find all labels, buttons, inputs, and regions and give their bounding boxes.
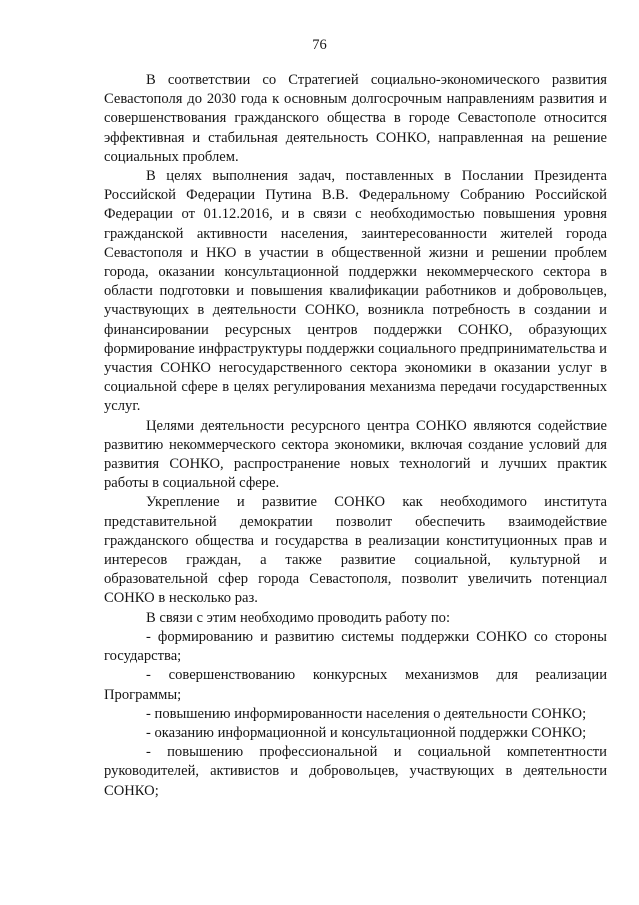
- paragraph-strengthening: Укрепление и развитие СОНКО как необходимого института представительной демократии позволит обеспечить взаимодействие гражданского общества и государства в реализации конституционных прав и интересов граждан, а также развитие социальной, культурной и образовательной сфер города Севастополя, позволит увеличить потенциал СОНКО в несколько раз.: [104, 494, 607, 607]
- list-item: - повышению профессиональной и социальной компетентности руководителей, активистов и добровольцев, участвующих в деятельности СОНКО;: [104, 744, 607, 799]
- paragraph-resource-center: Целями деятельности ресурсного центра СОНКО являются содействие развитию некоммерческого сектора экономики, включая создание условий для развития СОНКО, распространение новых технологий и лучших практик работы в социальной сфере.: [104, 417, 607, 492]
- list-item: - формированию и развитию системы поддержки СОНКО со стороны государства;: [104, 628, 607, 665]
- paragraph-goals: В целях выполнения задач, поставленных в Послании Президента Российской Федерации Путина В.В. Федеральному Собранию Российской Федерации от 01.12.2016, и в связи с необходимостью повышения уровня гражданской активности населения, заинтересованности жителей города Севастополя и НКО в участии в общественной жизни и решении проблем города, оказании консультационной поддержки некоммерческого сектора в области подготовки и повышения квалификации работников и добровольцев, участвующих в деятельности СОНКО, возникла потребность в создании и финансировании ресурсных центров поддержки СОНКО, образующих формирование инфраструктуры поддержки социального предпринимательства и участия СОНКО негосударственного сектора экономики в оказании услуг в социальной сфере в целях регулирования механизма передачи государственных услуг.: [104, 168, 607, 415]
- paragraph-strategy: В соответствии со Стратегией социально-экономического развития Севастополя до 2030 года к основным долгосрочным направлениям развития и совершенствования гражданского общества в городе Севастополе относится эффективная и стабильная деятельность СОНКО, направленная на решение социальных проблем.: [104, 72, 607, 165]
- page-number: 76: [312, 37, 327, 53]
- body-text: [104, 71, 607, 801]
- list-item: - повышению информированности населения о деятельности СОНКО;: [146, 705, 587, 722]
- list-item: - совершенствованию конкурсных механизмов для реализации Программы;: [104, 667, 607, 703]
- paragraph-list-intro: В связи с этим необходимо проводить работу по:: [146, 609, 451, 626]
- list-item: - оказанию информационной и консультационной поддержки СОНКО;: [146, 724, 587, 741]
